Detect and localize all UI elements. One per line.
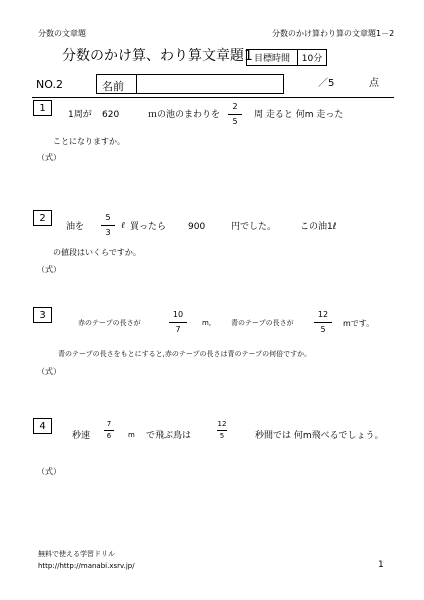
- work-label: （式）: [37, 265, 61, 274]
- name-box: [96, 74, 284, 94]
- fraction-bar: [104, 430, 114, 431]
- problem-text: 周 走ると 何m 走った: [254, 110, 344, 120]
- fraction-numerator: 5: [105, 213, 111, 222]
- fraction-denominator: 6: [106, 432, 112, 440]
- problem-text: 秒間では 何m飛べるでしょう。: [255, 431, 384, 441]
- problem-text-line2: の値段はいくらですか。: [53, 248, 141, 257]
- problem-text: m,: [202, 319, 212, 327]
- fraction-denominator: 7: [175, 325, 181, 334]
- fraction: [228, 103, 242, 126]
- problem-text: 赤のテープの長さが: [78, 319, 141, 327]
- problem-text: この油1ℓ: [300, 222, 337, 232]
- fraction-denominator: 5: [320, 325, 326, 334]
- problem-text: 円でした。: [231, 222, 277, 232]
- problem-text: mです。: [343, 319, 375, 328]
- problem-text-line2: ことになりますか。: [53, 137, 125, 146]
- fraction-numerator: 2: [232, 102, 238, 111]
- sheet-number: NO.2: [36, 78, 63, 91]
- page-number: 1: [378, 560, 384, 570]
- header-left: 分数の文章題: [38, 29, 86, 38]
- fraction: [101, 214, 115, 237]
- problem-number-value: 900: [188, 222, 206, 232]
- fraction-numerator: 10: [172, 310, 184, 319]
- fraction-numerator: 12: [317, 310, 329, 319]
- fraction-bar: [169, 322, 187, 323]
- problem-text: 青のテープの長さが: [231, 319, 294, 327]
- header-right: 分数のかけ算わり算の文章題1－2: [272, 29, 395, 38]
- header-divider: [32, 97, 394, 98]
- score-unit: 点: [369, 78, 379, 89]
- problem-text: ｍの池のまわりを: [148, 110, 221, 120]
- name-label: 名前: [102, 80, 124, 93]
- work-label: （式）: [37, 467, 61, 476]
- problem-number: 1: [33, 100, 52, 116]
- problem-text: で飛ぶ鳥は: [146, 431, 192, 441]
- fraction-numerator: 12: [217, 420, 227, 428]
- fraction: [217, 421, 227, 440]
- name-divider: [136, 75, 137, 93]
- page-title: 分数のかけ算、わり算文章題1: [62, 48, 253, 64]
- problem-number: 3: [33, 307, 52, 323]
- fraction-bar: [228, 114, 242, 115]
- target-time-value: 10分: [297, 49, 327, 66]
- unit-liter: ℓ: [121, 221, 125, 231]
- fraction: [169, 311, 187, 334]
- footer-site-name: 無料で使える学習ドリル: [38, 550, 115, 558]
- score-field: ／5: [318, 78, 335, 89]
- fraction-numerator: 7: [106, 420, 112, 428]
- fraction-denominator: 5: [219, 432, 225, 440]
- problem-number-value: 620: [102, 110, 120, 120]
- fraction: [314, 311, 332, 334]
- problem-text: 秒速: [72, 431, 91, 441]
- fraction-bar: [314, 322, 332, 323]
- problem-text: 油を: [66, 222, 85, 232]
- problem-text: 買ったら: [130, 222, 167, 232]
- work-label: （式）: [37, 367, 61, 376]
- target-time-label: 目標時間: [246, 49, 298, 66]
- fraction-denominator: 5: [232, 117, 238, 126]
- footer-url[interactable]: http://http://manabi.xsrv.jp/: [38, 562, 135, 570]
- problem-text-line2: 青のテープの長さをもとにすると,赤のテープの長さは青のテープの何倍ですか。: [58, 350, 312, 358]
- problem-text: m: [128, 431, 135, 439]
- problem-text: 1周が: [68, 110, 92, 120]
- fraction-denominator: 3: [105, 228, 111, 237]
- work-label: （式）: [37, 153, 61, 162]
- fraction-bar: [101, 225, 115, 226]
- problem-number: 4: [33, 418, 52, 434]
- fraction: [104, 421, 114, 440]
- problem-number: 2: [33, 210, 52, 226]
- fraction-bar: [217, 430, 227, 431]
